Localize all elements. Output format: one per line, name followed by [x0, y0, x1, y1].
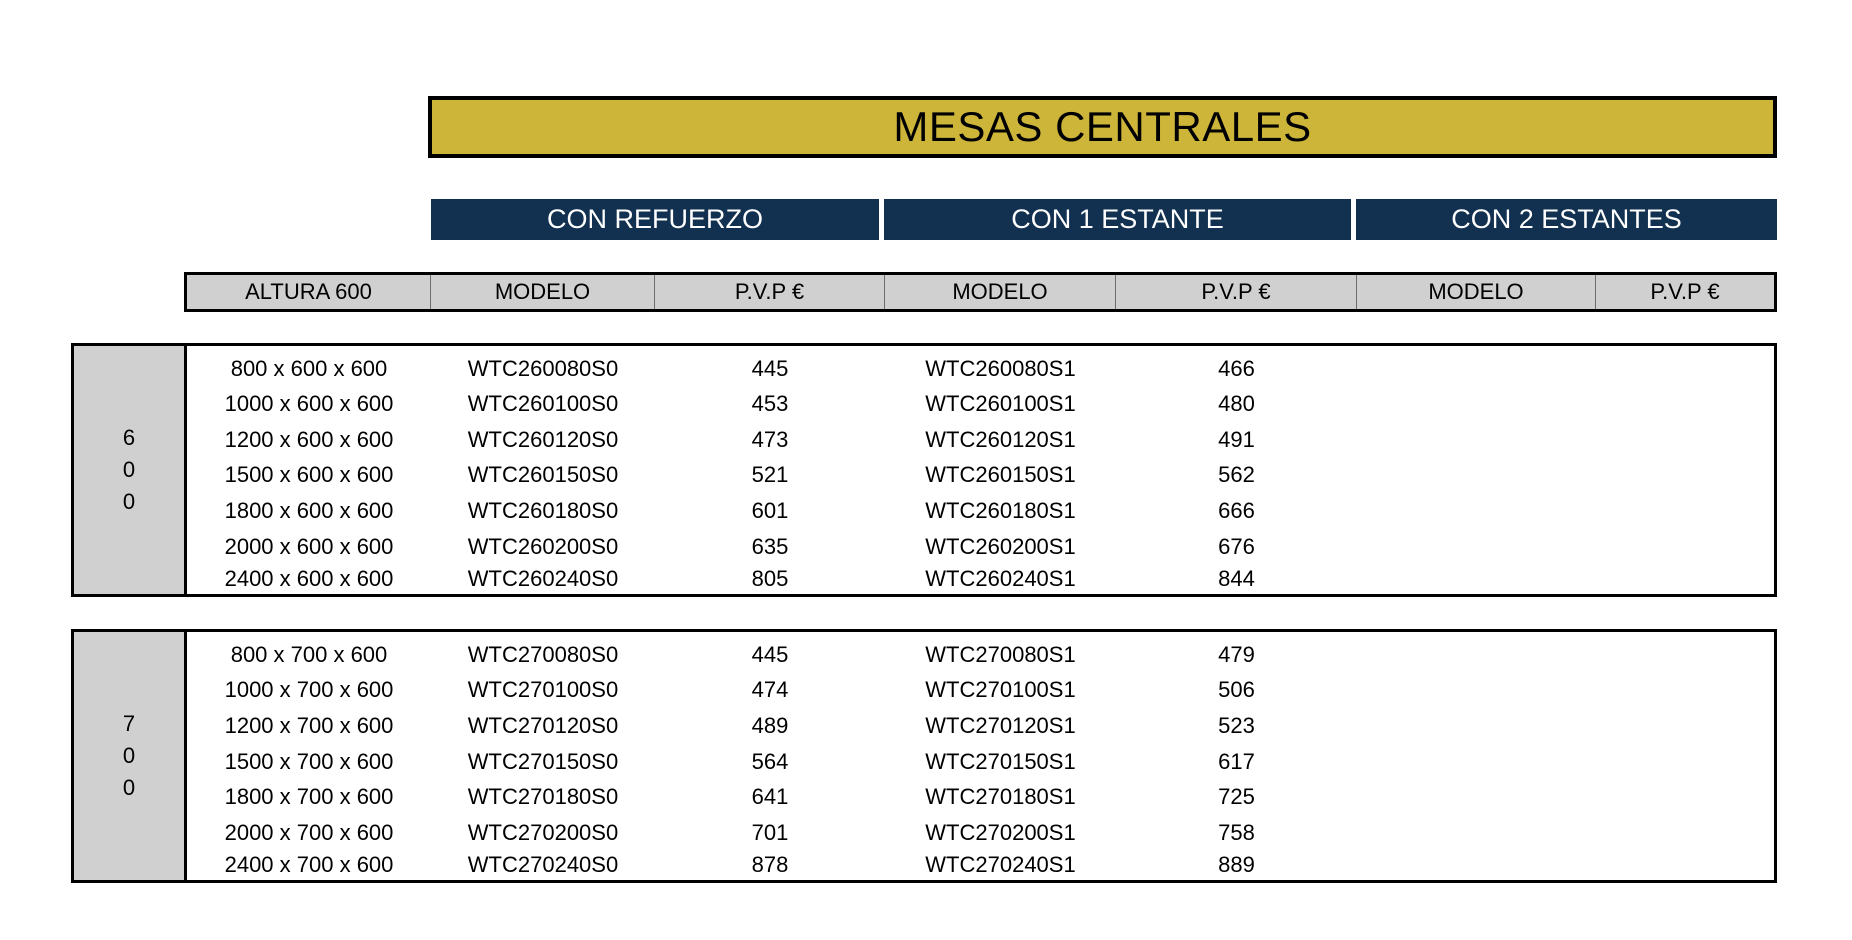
- model-1-estante-cell: WTC260080S1: [925, 356, 1076, 381]
- table-row: [187, 673, 1774, 707]
- model-1-estante-cell: WTC260200S1: [925, 534, 1076, 559]
- price-refuerzo-cell: 601: [751, 498, 789, 523]
- model-1-estante-cell: WTC270100S1: [925, 677, 1076, 702]
- size-cell: 2400 x 700 x 600: [224, 852, 394, 877]
- price-1-estante-cell: 466: [1218, 356, 1255, 381]
- group-rows: [187, 632, 1774, 880]
- size-cell: 1200 x 600 x 600: [224, 427, 394, 452]
- price-refuerzo-cell: 878: [751, 852, 789, 877]
- header-pvp-refuerzo: P.V.P €: [655, 275, 885, 309]
- model-refuerzo-cell: WTC260180S0: [467, 498, 619, 523]
- group-label-digit: 0: [122, 457, 136, 482]
- price-1-estante-cell: 480: [1218, 391, 1255, 416]
- size-cell: 800 x 700 x 600: [230, 642, 388, 667]
- price-refuerzo-cell: 474: [751, 677, 789, 702]
- size-cell: 800 x 600 x 600: [230, 356, 388, 381]
- table-row: [187, 458, 1774, 492]
- model-1-estante-cell: WTC270240S1: [925, 852, 1076, 877]
- price-1-estante-cell: 506: [1218, 677, 1255, 702]
- price-1-estante-cell: 676: [1218, 534, 1255, 559]
- table-row: [187, 816, 1774, 850]
- header-modelo-refuerzo: MODELO: [431, 275, 655, 309]
- column-header-row: [184, 272, 1777, 312]
- price-1-estante-cell: 725: [1218, 784, 1255, 809]
- model-1-estante-cell: WTC260100S1: [925, 391, 1076, 416]
- model-refuerzo-cell: WTC270240S0: [467, 852, 619, 877]
- price-1-estante-cell: 666: [1218, 498, 1255, 523]
- price-refuerzo-cell: 805: [751, 566, 789, 591]
- price-1-estante-cell: 889: [1218, 852, 1255, 877]
- table-row: [187, 745, 1774, 779]
- model-1-estante-cell: WTC260120S1: [925, 427, 1076, 452]
- price-1-estante-cell: 844: [1218, 566, 1255, 591]
- model-refuerzo-cell: WTC270080S0: [467, 642, 619, 667]
- model-1-estante-cell: WTC270180S1: [925, 784, 1076, 809]
- price-refuerzo-cell: 489: [751, 713, 789, 738]
- table-row: [187, 352, 1774, 386]
- group-rows: [187, 346, 1774, 594]
- page-title: MESAS CENTRALES: [428, 96, 1777, 158]
- size-cell: 1800 x 700 x 600: [224, 784, 394, 809]
- price-1-estante-cell: 617: [1218, 749, 1255, 774]
- table-row: [187, 638, 1774, 672]
- model-1-estante-cell: WTC260240S1: [925, 566, 1076, 591]
- model-1-estante-cell: WTC260180S1: [925, 498, 1076, 523]
- model-1-estante-cell: WTC270150S1: [925, 749, 1076, 774]
- section-con-2-estantes: CON 2 ESTANTES: [1356, 199, 1777, 240]
- size-cell: 2000 x 700 x 600: [224, 820, 394, 845]
- size-cell: 2400 x 600 x 600: [224, 566, 394, 591]
- header-pvp-1-estante: P.V.P €: [1116, 275, 1357, 309]
- size-cell: 1500 x 600 x 600: [224, 462, 394, 487]
- price-refuerzo-cell: 445: [751, 356, 789, 381]
- table-row: [187, 709, 1774, 743]
- price-refuerzo-cell: 473: [751, 427, 789, 452]
- header-modelo-1-estante: MODELO: [885, 275, 1116, 309]
- model-1-estante-cell: WTC270200S1: [925, 820, 1076, 845]
- table-row: [187, 387, 1774, 421]
- group-700: [71, 629, 1777, 883]
- group-label-digit: 0: [122, 489, 136, 514]
- size-cell: 1000 x 700 x 600: [224, 677, 394, 702]
- model-1-estante-cell: WTC260150S1: [925, 462, 1076, 487]
- model-refuerzo-cell: WTC270200S0: [467, 820, 619, 845]
- model-refuerzo-cell: WTC270180S0: [467, 784, 619, 809]
- section-con-1-estante: CON 1 ESTANTE: [884, 199, 1351, 240]
- price-1-estante-cell: 562: [1218, 462, 1255, 487]
- price-refuerzo-cell: 445: [751, 642, 789, 667]
- price-refuerzo-cell: 453: [751, 391, 789, 416]
- model-1-estante-cell: WTC270080S1: [925, 642, 1076, 667]
- size-cell: 1500 x 700 x 600: [224, 749, 394, 774]
- model-refuerzo-cell: WTC260080S0: [467, 356, 619, 381]
- group-label-digit: 0: [122, 775, 136, 800]
- table-row: [187, 848, 1774, 882]
- group-label-digit: 0: [122, 743, 136, 768]
- table-row: [187, 494, 1774, 528]
- size-cell: 2000 x 600 x 600: [224, 534, 394, 559]
- header-modelo-2-estantes: MODELO: [1357, 275, 1596, 309]
- model-refuerzo-cell: WTC260150S0: [467, 462, 619, 487]
- size-cell: 1200 x 700 x 600: [224, 713, 394, 738]
- size-cell: 1800 x 600 x 600: [224, 498, 394, 523]
- model-refuerzo-cell: WTC270120S0: [467, 713, 619, 738]
- price-refuerzo-cell: 701: [751, 820, 789, 845]
- model-1-estante-cell: WTC270120S1: [925, 713, 1076, 738]
- model-refuerzo-cell: WTC260240S0: [467, 566, 619, 591]
- table-row: [187, 780, 1774, 814]
- price-1-estante-cell: 491: [1218, 427, 1255, 452]
- price-1-estante-cell: 479: [1218, 642, 1255, 667]
- section-con-refuerzo: CON REFUERZO: [431, 199, 879, 240]
- model-refuerzo-cell: WTC270100S0: [467, 677, 619, 702]
- price-1-estante-cell: 523: [1218, 713, 1255, 738]
- price-1-estante-cell: 758: [1218, 820, 1255, 845]
- price-refuerzo-cell: 635: [751, 534, 789, 559]
- price-refuerzo-cell: 641: [751, 784, 789, 809]
- group-label-digit: 6: [122, 425, 136, 450]
- table-row: [187, 562, 1774, 596]
- table-row: [187, 530, 1774, 564]
- price-refuerzo-cell: 521: [751, 462, 789, 487]
- model-refuerzo-cell: WTC270150S0: [467, 749, 619, 774]
- header-pvp-2-estantes: P.V.P €: [1650, 279, 1720, 304]
- group-label-600: [74, 346, 187, 594]
- model-refuerzo-cell: WTC260200S0: [467, 534, 619, 559]
- group-label-digit: 7: [122, 711, 136, 736]
- size-cell: 1000 x 600 x 600: [224, 391, 394, 416]
- model-refuerzo-cell: WTC260120S0: [467, 427, 619, 452]
- model-refuerzo-cell: WTC260100S0: [467, 391, 619, 416]
- group-600: [71, 343, 1777, 597]
- group-label-700: [74, 632, 187, 880]
- table-row: [187, 423, 1774, 457]
- price-refuerzo-cell: 564: [751, 749, 789, 774]
- header-altura: ALTURA 600: [187, 275, 431, 309]
